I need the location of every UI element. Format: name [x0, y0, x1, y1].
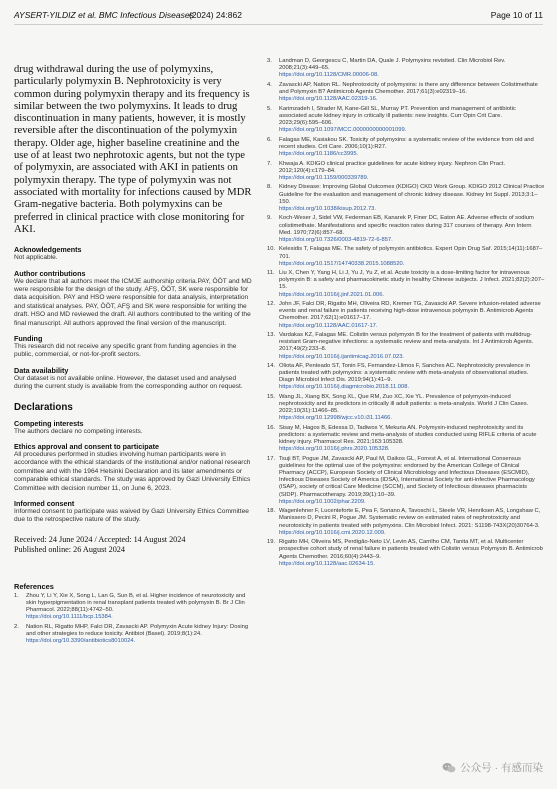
section-text: Not applicable. — [14, 254, 58, 262]
reference-doi-link[interactable]: https://doi.org/10.1128/CMR.00006-08. — [279, 72, 379, 79]
reference-item — [267, 301, 545, 329]
journal-citation: AYSERT-YILDIZ et al. BMC Infectious Diseases — [14, 10, 194, 20]
reference-number: 11. — [267, 270, 275, 277]
section-acknowledgements — [14, 245, 254, 262]
reference-item — [267, 246, 545, 267]
reference-text: Sisay M, Hagos B, Edessa D, Tadiwos Y, Mekuria AN. Polymyxin-induced nephrotoxicity and its predictors: a systematic review and meta-analysis of studies conducted using RIFLE criteria of acute kidney injury. Pharmacol Res. 2021;163:105328. — [279, 425, 537, 446]
reference-number: 2. — [14, 623, 19, 630]
reference-doi-link[interactable]: https://doi.org/10.1186/cc3995. — [279, 150, 359, 157]
section-competing-interests — [14, 419, 254, 436]
reference-doi-link[interactable]: https://doi.org/10.1128/AAC.02319-16. — [279, 96, 378, 103]
reference-number: 4. — [267, 81, 272, 88]
reference-item — [267, 184, 545, 212]
references-left — [14, 582, 254, 645]
reference-number: 15. — [267, 394, 276, 401]
reference-number: 17. — [267, 456, 276, 463]
reference-text: John JF, Falci DR, Rigatto MH, Oliveira RD, Kremer TG, Zavascki AP. Severe infusion-related adverse events and renal failure in patients receiving high-dose intravenous polymyxin B. Antimicrob Agents Chemother. 2017;62(1):e01617–17. — [279, 301, 541, 322]
reference-number: 7. — [267, 160, 272, 167]
watermark-text: 公众号 · 有感而染 — [460, 762, 543, 774]
reference-text: Wang JL, Xiang BX, Song XL, Que RM, Zuo XC, Xie YL. Prevalence of polymyxin-induced nephrotoxicity and its predictors in critically ill adult patients: a meta-analysis. World J Clin Cases. 2022;10(31):11466–85. — [279, 394, 529, 415]
section-informed-consent — [14, 499, 254, 525]
reference-item — [267, 394, 545, 422]
reference-doi-link[interactable]: https://doi.org/10.1016/j.cmi.2020.12.009. — [279, 529, 386, 536]
reference-item — [14, 624, 254, 645]
section-text: Informed consent to participate was waived by Gazi University Ethics Committee due to the retrospective nature of the study. — [14, 508, 249, 524]
reference-text: Falagas ME, Kasiakou SK. Toxicity of polymyxins: a systematic review of the evidence from old and recent studies. Crit Care. 2006;10(1):R27. — [279, 136, 534, 150]
references-title: References — [14, 581, 54, 591]
reference-number: 13. — [267, 332, 276, 339]
reference-item — [267, 456, 545, 506]
reference-item — [267, 106, 545, 134]
section-heading: Informed consent — [14, 499, 75, 509]
reference-text: Tsuji BT, Pogue JM, Zavascki AP, Paul M, Daikos GL, Forrest A, et al. International Consensus guidelines for the optimal use of the polymyxins: endorsed by the American College of Clinical Pharmacy (ACCP), European Society of Clinical Microbiology and Infectious Diseases (ESCMID), Infectious Diseases Society of America (IDSA), International Society for anti-infective Pharmacology (ISAP), society of critical Care Medicine (SCCM), and Society of Infectious diseases pharmacists (SIDP). Pharmacotherapy. 2019;39(1):10–39. — [279, 456, 535, 498]
section-text: The authors declare no competing interests. — [14, 427, 143, 435]
reference-text: Kidney Disease: Improving Global Outcomes (KDIGO) CKD Work Group. KDIGO 2012 Clinical Practice Guideline for the evaluation and management of chronic kidney disease. Kidney Int Suppl. 2013;3:1–150. — [279, 184, 545, 205]
reference-item — [267, 215, 545, 243]
reference-doi-link[interactable]: https://doi.org/10.7326/0003-4819-72-6-857. — [279, 236, 393, 243]
reference-doi-link[interactable]: https://doi.org/10.1111/bcp.15384. — [26, 614, 113, 621]
reference-text: Vardakas KZ, Falagas ME. Colistin versus polymyxin B for the treatment of patients with multidrug-resistant Gram-negative infections: a systematic review and meta-analysis. Int J Antimicrob Agents. 2017;49(2):233–8. — [279, 332, 534, 353]
reference-text: Wagenlehner F, Lucenteforte E, Pea F, Soriano A, Tavoschi L, Steele VR, Henriksen AS, Longshaw C, Manissero D, Pecini R, Pogue JM. Systematic review on estimated rates of nephrotoxicity and neurotoxicity in patients treated with polymyxins. Clin Microbiol Infect. 2021: S1198-743X(20)30764-3. — [279, 508, 541, 529]
published-date: Published online: 26 August 2024 — [14, 545, 125, 555]
reference-doi-link[interactable]: https://doi.org/10.1128/AAC.01617-17. — [279, 322, 378, 329]
section-data-availability — [14, 366, 254, 392]
reference-number: 16. — [267, 425, 276, 432]
reference-doi-link[interactable]: https://doi.org/10.1159/000339789. — [279, 174, 369, 181]
reference-doi-link[interactable]: https://doi.org/10.3390/antibiotics8010024. — [26, 638, 136, 645]
reference-doi-link[interactable]: https://doi.org/10.1016/j.diagmicrobio.2018.11.008. — [279, 384, 410, 391]
reference-text: Khwaja A. KDIGO clinical practice guidelines for acute kidney injury. Nephron Clin Pract. 2012;120(4):c179–84. — [279, 160, 506, 174]
reference-item — [267, 539, 545, 567]
reference-item — [267, 425, 545, 453]
back-matter — [14, 245, 254, 645]
header-divider — [14, 24, 543, 25]
left-column — [14, 64, 254, 648]
body-paragraph: drug withdrawal during the use of polymyxins, particularly polymyxin B. Nephrotoxicity is very common during polymyxin therapy and its frequency is similar between the two polymyxins. It leads to drug discontinuation in many patients, however, it is mostly reversible after the discontinuation of the polymyxin therapy. Older age, higher baseline creatinine and the use of at least two nephrotoxic agents, but not the type of polymyxin, are associated with AKI in patients on polymyxin therapy. The type of polymyxin was not associated with mortality for infections caused by MDR Gram-negative bacteria. Both polymyxins can be preferred in clinical practice with close monitoring for AKI. — [14, 64, 252, 235]
section-text: We declare that all authors meet the ICMJE authorship criteria.PAY, ÖÖT and MD were responsible for the design of the study. AFŞ, ÖÖT, SK were responsible for data acquisition. PAY and HSO were responsible for data analysis, interpretation and statistical analyses. PAY, ÖÖT, AFŞ and SK were responsible for writing the draft. HSO and MD reviewed the draft. All authors contributed to the writing of the final manuscript. All authors approved the final version of the manuscript. — [14, 277, 252, 327]
reference-item — [267, 363, 545, 391]
declarations-title: Declarations — [14, 401, 73, 413]
reference-text: Oliota AF, Penteado ST, Tonin FS, Fernandez-Llimos F, Sanches AC. Nephrotoxicity prevalence in patients treated with polymyxins: a systematic review with meta-analysis of observational studies. Diagn Microbiol Infect Dis. 2019;94(1):41–9. — [279, 363, 530, 384]
reference-text: Karimzadeh I, Strader M, Kane-Gill SL, Murray PT. Prevention and management of antibiotic associated acute kidney injury in critically ill patients: new insights. Curr Opin Crit Care. 2023;29(6):595–606. — [279, 105, 516, 126]
reference-number: 8. — [267, 184, 272, 191]
publication-dates — [14, 535, 254, 556]
reference-doi-link[interactable]: https://doi.org/10.1002/phar.2209. — [279, 498, 366, 505]
reference-number: 18. — [267, 508, 276, 515]
watermark — [442, 760, 543, 775]
section-heading: Acknowledgements — [14, 245, 82, 255]
section-heading: Author contributions — [14, 268, 86, 278]
reference-doi-link[interactable]: https://doi.org/10.1016/j.ijantimicag.2016.07.023. — [279, 353, 405, 360]
section-text: All procedures performed in studies involving human participants were in accordance with the ethical standards of the institutional and/or national research committee and with the 1964 Helsinki Declaration and its later amendments or comparable ethical standards. The study was approved by Gazi University Ethics Committee with decision number 11, on June 6, 2023. — [14, 451, 251, 492]
reference-item — [267, 332, 545, 360]
reference-doi-link[interactable]: https://doi.org/10.1038/kisup.2012.73. — [279, 205, 377, 212]
page-number: Page 10 of 11 — [490, 10, 543, 20]
section-text: This research did not receive any specific grant from funding agencies in the public, commercial, or not-for-profit sectors. — [14, 343, 237, 359]
section-ethics — [14, 442, 254, 493]
reference-number: 12. — [267, 301, 276, 308]
reference-text: Rigatto MH, Oliveira MS, Perdigão-Neto LV, Levin AS, Carrilho CM, Tanita MT, et al. Multicenter prospective cohort study of renal failure in patients treated with Colistin versus Polymyxin B. Antimicrob Agents Chemother. 2016;60(4):2443–9. — [279, 539, 543, 560]
section-funding — [14, 334, 254, 360]
right-column-references — [267, 58, 545, 570]
reference-text: Zhou Y, Li Y, Xie X, Song L, Lan G, Sun B, et al. Higher incidence of neurotoxicity and skin hyperpigmentation in renal transplant patients treated with polymyxin B. Br J Clin Pharmacol. 2022;88(11):4742–50. — [26, 592, 246, 614]
reference-doi-link[interactable]: https://doi.org/10.1016/j.jinf.2021.01.006. — [279, 291, 385, 298]
reference-text: Nation RL, Rigatto MHP, Falci DR, Zavascki AP. Polymyxin Acute kidney Injury: Dosing and other strategies to reduce toxicity. Antibiot (Basel). 2019;8(1):24. — [26, 623, 249, 637]
reference-doi-link[interactable]: https://doi.org/10.1128/aac.02634-15. — [279, 560, 375, 567]
reference-number: 6. — [267, 136, 272, 143]
received-date: Received: 24 June 2024 / Accepted: 14 August 2024 — [14, 534, 186, 544]
reference-number: 5. — [267, 105, 272, 112]
reference-text: Landman D, Georgescu C, Martin DA, Quale J. Polymyxins revisited. Clin Microbiol Rev. 2008;21(3):449–65. — [279, 58, 506, 72]
reference-text: Liu X, Chen Y, Yang H, Li J, Yu J, Yu Z, et al. Acute toxicity is a dose-limiting factor for intravenous polymyxin B: a safety and pharmacokinetic study in healthy Chinese subjects. J Infect. 2021;82(2):207–15. — [279, 270, 545, 291]
reference-text: Zavascki AP, Nation RL. Nephrotoxicity of polymyxins: is there any difference between Colistimethate and Polymyxin B? Antimicrob Agents Chemother. 2017;61(3):e02319–16. — [279, 81, 538, 95]
reference-item — [267, 161, 545, 182]
reference-item — [267, 82, 545, 103]
reference-number: 1. — [14, 592, 19, 599]
volume-info: (2024) 24:862 — [189, 10, 242, 20]
section-author-contributions — [14, 269, 254, 328]
reference-text: Koch-Weser J, Sidel VW, Federman EB, Kanarek P, Finer DC, Eaton AE. Adverse effects of sodium colistimethate. Manifestations and specific reaction rates during 317 courses of therapy. Ann Intern Med. 1970;72(6):857–68. — [279, 215, 534, 236]
section-heading: Competing interests — [14, 418, 84, 428]
section-heading: Funding — [14, 334, 43, 343]
reference-doi-link[interactable]: https://doi.org/10.12998/wjcc.v10.i31.11466. — [279, 415, 393, 422]
reference-text: Kelesidis T, Falagas ME. The safety of polymyxin antibiotics. Expert Opin Drug Saf. 2015;14(11):1687–701. — [279, 246, 543, 260]
reference-doi-link[interactable]: https://doi.org/10.1016/j.phrs.2020.105328. — [279, 446, 390, 453]
reference-number: 3. — [267, 58, 272, 64]
wechat-icon — [442, 762, 456, 774]
reference-item — [267, 58, 545, 79]
section-heading: Data availability — [14, 365, 69, 375]
reference-doi-link[interactable]: https://doi.org/10.1097/MCC.0000000000001099. — [279, 127, 407, 134]
running-header — [14, 10, 543, 24]
reference-item — [267, 270, 545, 298]
reference-item — [14, 593, 254, 621]
reference-item — [267, 137, 545, 158]
section-text: Our dataset is not available online. However, the dataset used and analysed during the current study is available from the corresponding author on request. — [14, 374, 243, 391]
reference-number: 19. — [267, 539, 276, 546]
reference-number: 9. — [267, 215, 272, 222]
reference-number: 14. — [267, 363, 276, 370]
reference-item — [267, 508, 545, 536]
reference-doi-link[interactable]: https://doi.org/10.1517/14740338.2015.1088520. — [279, 260, 405, 267]
section-heading: Ethics approval and consent to participate — [14, 442, 159, 452]
reference-number: 10. — [267, 246, 276, 253]
